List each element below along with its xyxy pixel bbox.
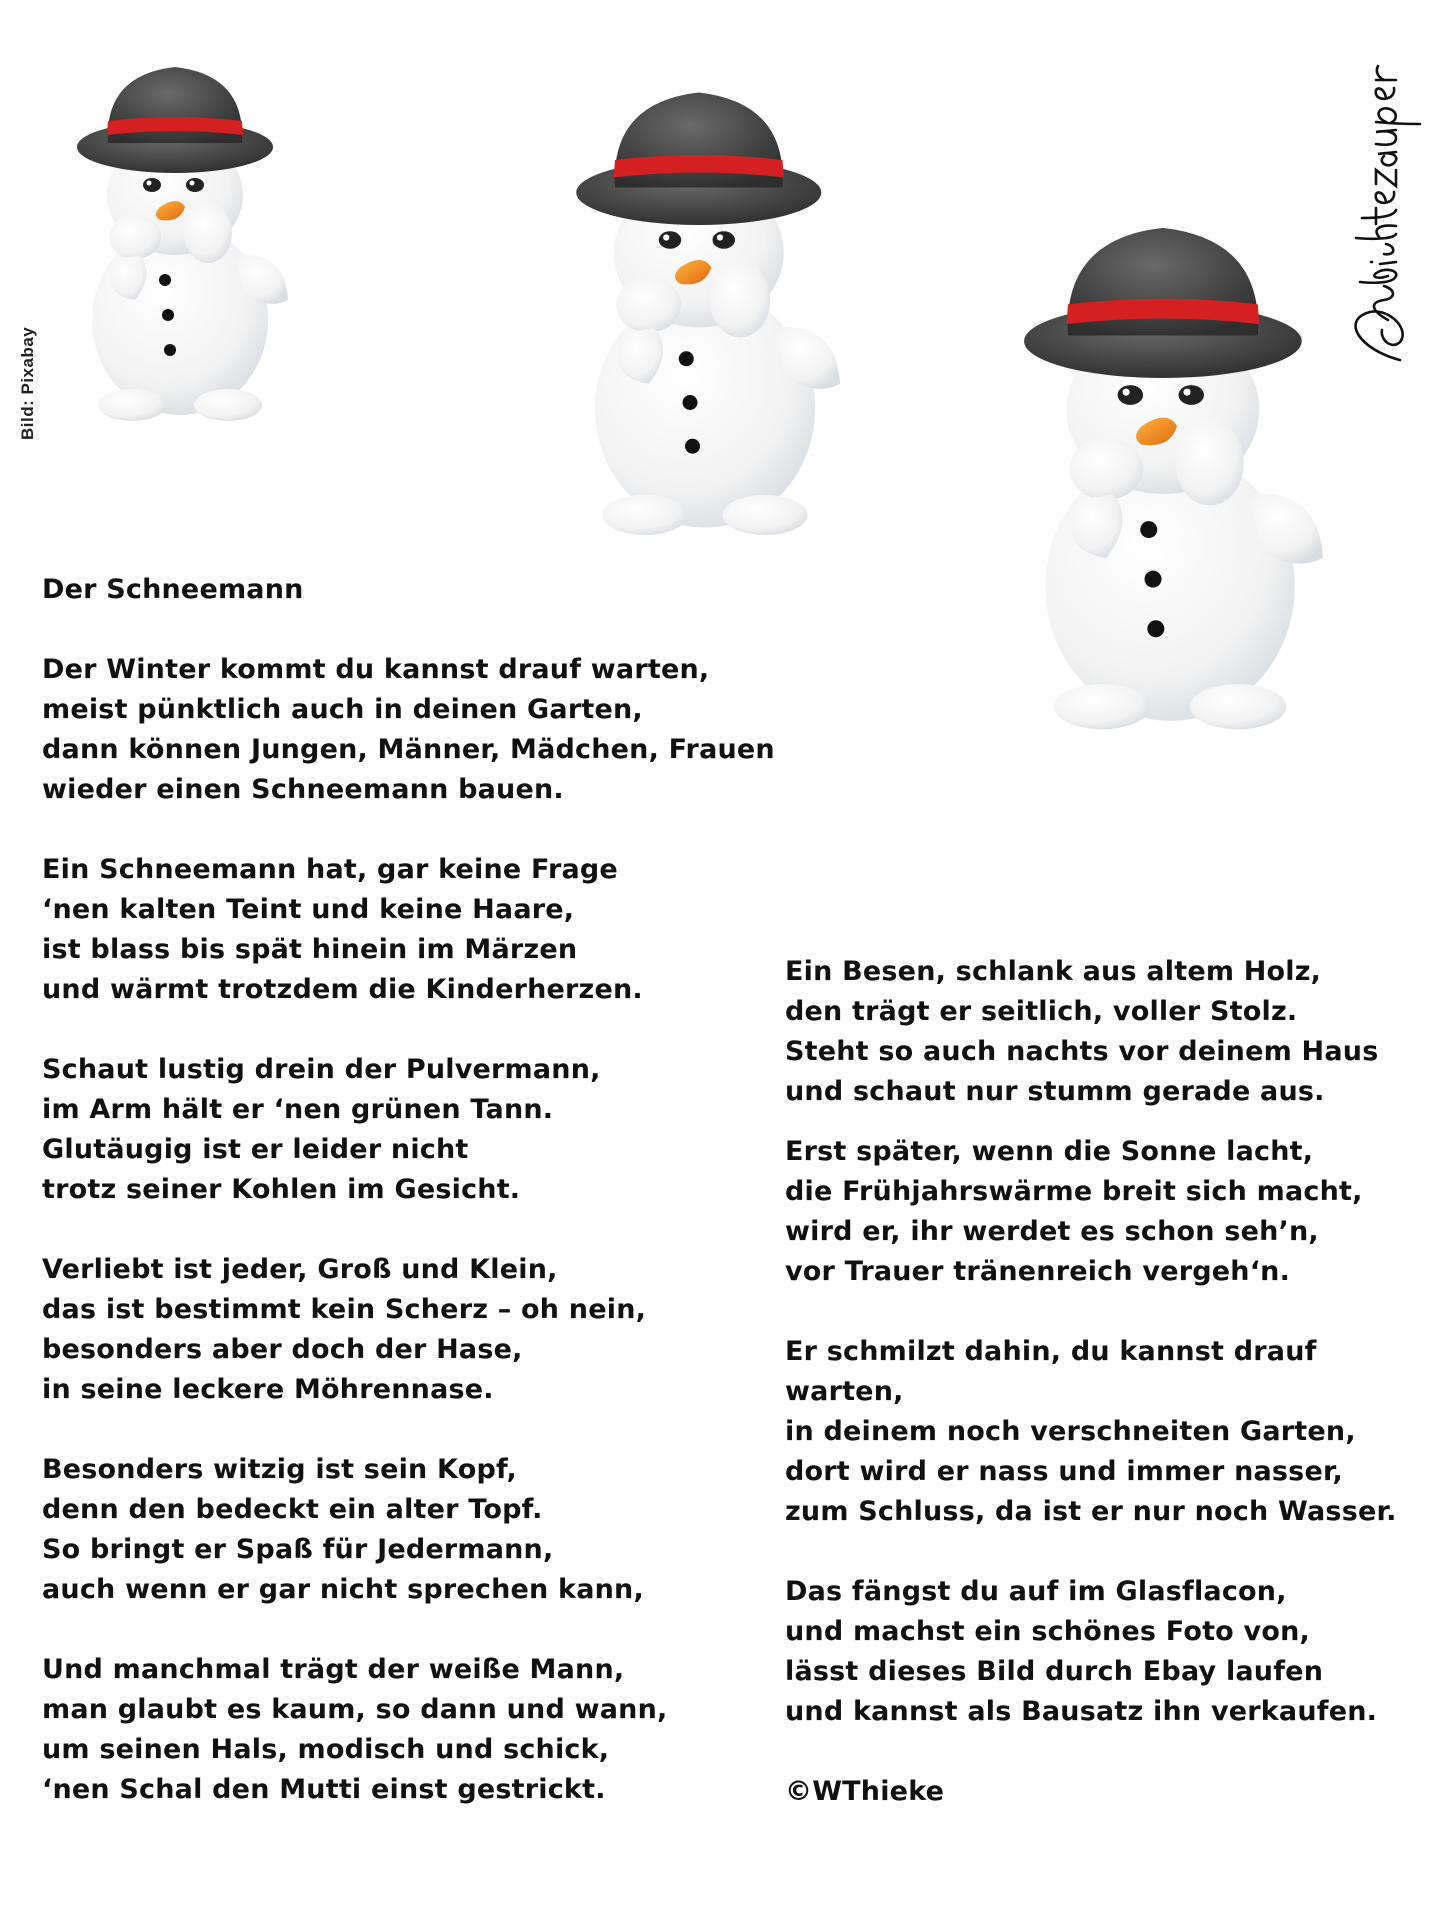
poem-line: im Arm hält er ‘nen grünen Tann. bbox=[42, 1094, 554, 1125]
poem-line: besonders aber doch der Hase, bbox=[42, 1334, 523, 1365]
poem-line: trotz seiner Kohlen im Gesicht. bbox=[42, 1174, 521, 1205]
poem-line: um seinen Hals, modisch und schick, bbox=[42, 1734, 610, 1765]
poem-line: meist pünktlich auch in deinen Garten, bbox=[42, 694, 643, 725]
poem-line: den trägt er seitlich, voller Stolz. bbox=[785, 996, 1298, 1027]
poem-line: Das fängst du auf im Glasflacon, bbox=[785, 1576, 1287, 1607]
poem-line: die Frühjahrswärme breit sich macht, bbox=[785, 1176, 1363, 1207]
poem-line: Besonders witzig ist sein Kopf, bbox=[42, 1454, 517, 1485]
stanza bbox=[785, 1572, 1425, 1732]
stanza bbox=[42, 1650, 762, 1810]
poem-line: und machst ein schönes Foto von, bbox=[785, 1616, 1310, 1647]
poem-line: wieder einen Schneemann bauen. bbox=[42, 774, 564, 805]
poem-line: zum Schluss, da ist er nur noch Wasser. bbox=[785, 1496, 1397, 1527]
poem-right-column bbox=[785, 952, 1425, 1812]
snowman-image-left bbox=[60, 55, 300, 435]
poem-line: in seine leckere Möhrennase. bbox=[42, 1374, 494, 1405]
poem-line: Ein Schneemann hat, gar keine Frage bbox=[42, 854, 618, 885]
poem-line: Und manchmal trägt der weiße Mann, bbox=[42, 1654, 625, 1685]
poem-line: dort wird er nass und immer nasser, bbox=[785, 1456, 1343, 1487]
poem-line: ‘nen kalten Teint und keine Haare, bbox=[42, 894, 575, 925]
stanza bbox=[785, 1332, 1425, 1532]
poem-line: auch wenn er gar nicht sprechen kann, bbox=[42, 1574, 644, 1605]
stanza bbox=[42, 1250, 762, 1410]
stanza bbox=[42, 1450, 762, 1610]
poem-line: So bringt er Spaß für Jedermann, bbox=[42, 1534, 554, 1565]
poem-line: Glutäugig ist er leider nicht bbox=[42, 1134, 469, 1165]
poem-line: vor Trauer tränenreich vergeh‘n. bbox=[785, 1256, 1291, 1287]
poem-line: Der Winter kommt du kannst drauf warten, bbox=[42, 654, 710, 685]
poem-line: denn den bedeckt ein alter Topf. bbox=[42, 1494, 543, 1525]
poem-line: ‘nen Schal den Mutti einst gestrickt. bbox=[42, 1774, 606, 1805]
poem-line: und schaut nur stumm gerade aus. bbox=[785, 1076, 1325, 1107]
poem-line: wird er, ihr werdet es schon seh’n, bbox=[785, 1216, 1319, 1247]
stanza bbox=[42, 650, 775, 810]
poem-line: man glaubt es kaum, so dann und wann, bbox=[42, 1694, 668, 1725]
poem-line: Er schmilzt dahin, du kannst drauf bbox=[785, 1336, 1317, 1367]
poem-line: und wärmt trotzdem die Kinderherzen. bbox=[42, 974, 643, 1005]
poem-line: Verliebt ist jeder, Groß und Klein, bbox=[42, 1254, 558, 1285]
poem-line: warten, bbox=[785, 1376, 904, 1407]
poem-line: Ein Besen, schlank aus altem Holz, bbox=[785, 956, 1322, 987]
copyright-notice: ©WThieke bbox=[785, 1776, 945, 1807]
poem-line: lässt dieses Bild durch Ebay laufen bbox=[785, 1656, 1324, 1687]
stanza bbox=[785, 952, 1425, 1112]
stanza bbox=[42, 850, 762, 1010]
snowman-image-right bbox=[1000, 160, 1340, 800]
poem-line: dann können Jungen, Männer, Mädchen, Frauen bbox=[42, 734, 775, 765]
snowman-image-center bbox=[555, 45, 855, 585]
poem-left-column bbox=[42, 570, 775, 1850]
poem-line: Steht so auch nachts vor deinem Haus bbox=[785, 1036, 1379, 1067]
signature-logo bbox=[1330, 40, 1440, 370]
poem-line: ist blass bis spät hinein im Märzen bbox=[42, 934, 578, 965]
poem-title: Der Schneemann bbox=[42, 574, 304, 605]
poem-line: das ist bestimmt kein Scherz – oh nein, bbox=[42, 1294, 647, 1325]
stanza bbox=[785, 1132, 1425, 1292]
poem-line: Erst später, wenn die Sonne lacht, bbox=[785, 1136, 1314, 1167]
stanza bbox=[42, 1050, 762, 1210]
poem-line: in deinem noch verschneiten Garten, bbox=[785, 1416, 1356, 1447]
poem-line: Schaut lustig drein der Pulvermann, bbox=[42, 1054, 601, 1085]
image-credit: Bild: Pixabay bbox=[18, 326, 37, 440]
poem-line: und kannst als Bausatz ihn verkaufen. bbox=[785, 1696, 1378, 1727]
